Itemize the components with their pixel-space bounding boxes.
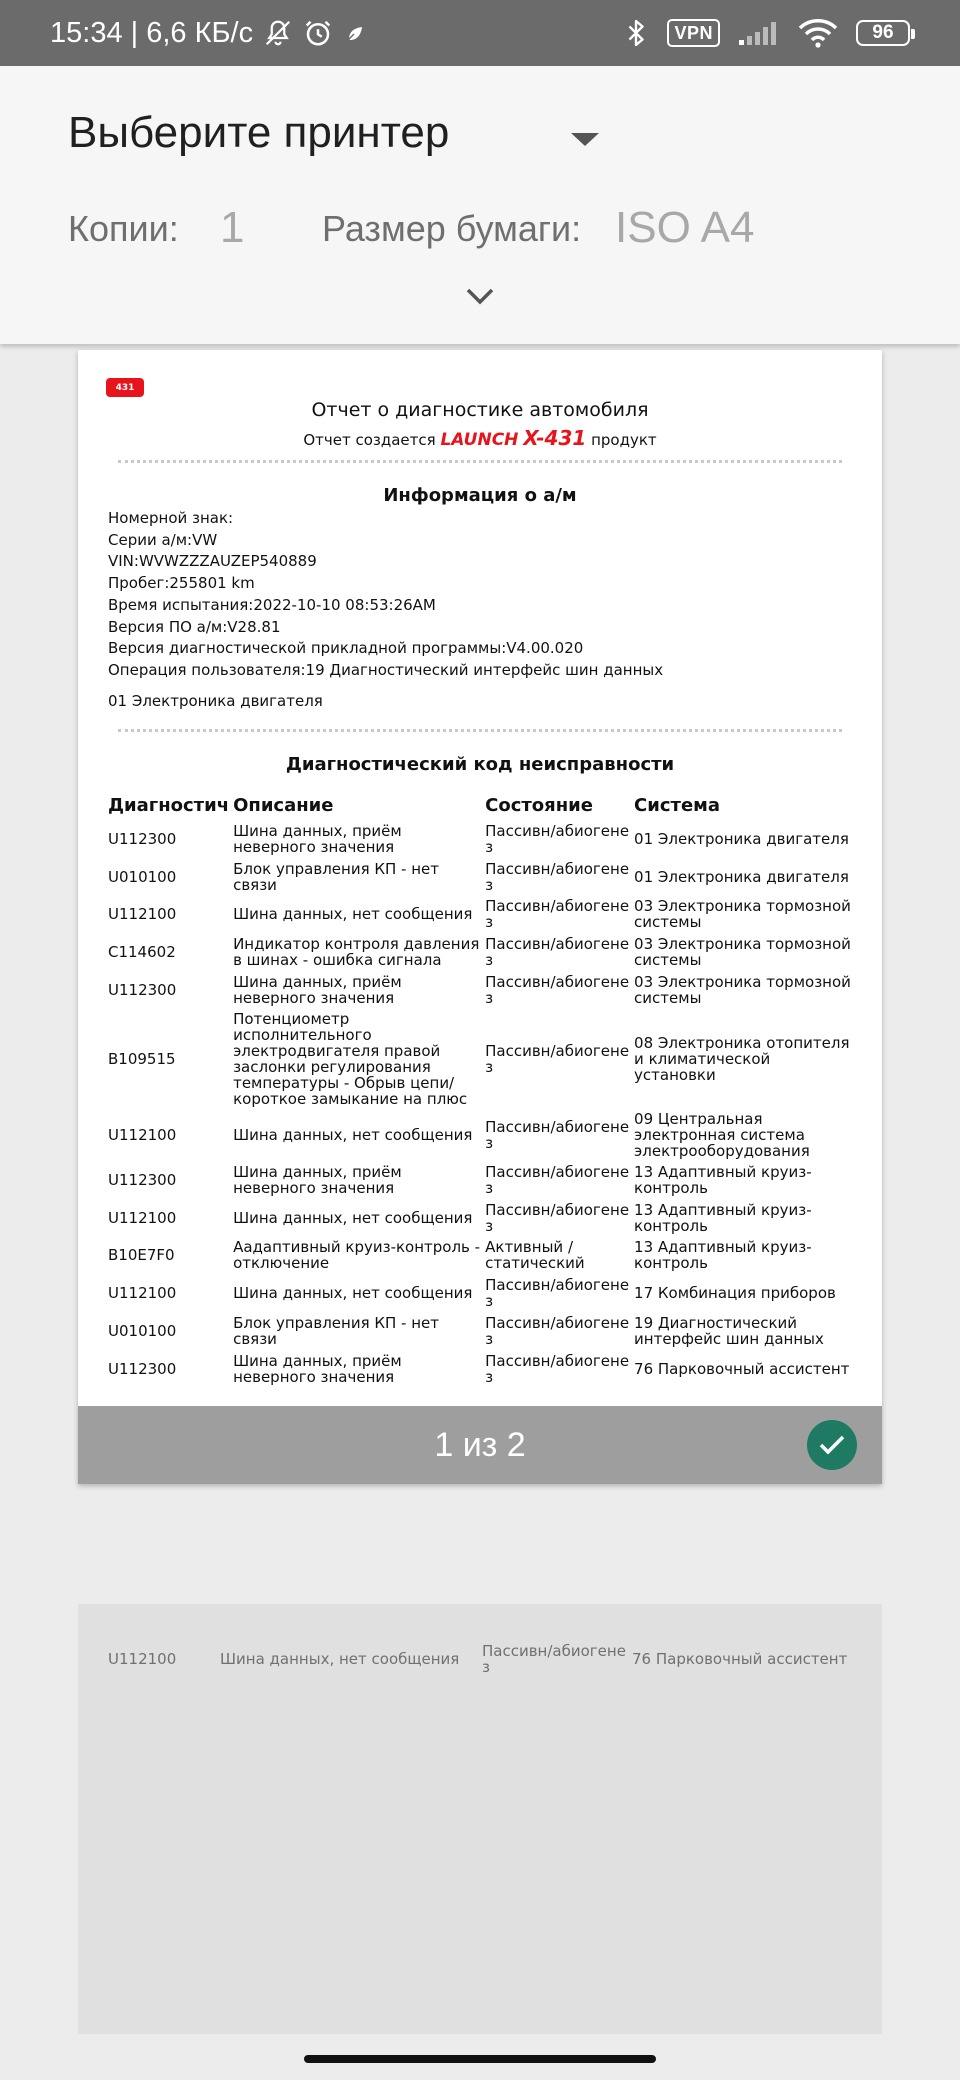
dtc-system: 01 Электроника двигателя: [634, 829, 849, 848]
dtc-description: Потенциометр исполнительного электродвигателя правой заслонки регулирования температуры - Обрыв цепи/короткое замыкание на плюс: [233, 1009, 468, 1108]
dtc-table: [106, 1640, 856, 1678]
dtc-system: 01 Электроника двигателя: [634, 867, 849, 886]
table-row: [106, 1109, 856, 1161]
paper-size-value[interactable]: ISO A4: [615, 203, 755, 252]
status-bar: [0, 0, 960, 66]
printer-select-title: Выберите принтер: [68, 108, 450, 157]
gesture-navigation-handle[interactable]: [304, 2055, 656, 2063]
table-row: [106, 1009, 856, 1109]
dtc-state: Пассивн/абиогене з: [485, 897, 630, 932]
dtc-code: U112300: [108, 1170, 177, 1189]
report-subtitle: [78, 426, 882, 450]
printer-dropdown[interactable]: [68, 108, 449, 158]
dtc-description: Шина данных, приём неверного значения: [233, 1162, 402, 1197]
page-selected-toggle[interactable]: [807, 1420, 857, 1470]
dtc-state: Пассивн/абиогене з: [485, 1162, 630, 1197]
info-line: Версия диагностической прикладной программы:V4.00.020: [108, 639, 584, 658]
dtc-state: Пассивн/абиогене з: [485, 973, 630, 1008]
dtc-state: Пассивн/абиогене з: [485, 1117, 630, 1152]
dtc-code: U112100: [108, 1649, 177, 1668]
dtc-state: Пассивн/абиогене з: [485, 1314, 630, 1349]
column-header-description: Описание: [233, 795, 334, 816]
notifications-off-icon: [263, 18, 293, 48]
dtc-system: 13 Адаптивный круиз-контроль: [634, 1238, 812, 1273]
dtc-code: U112100: [108, 1125, 177, 1144]
subtitle-suffix: продукт: [591, 431, 657, 449]
table-row: [106, 1199, 856, 1237]
dtc-state: Пассивн/абиогене з: [485, 859, 630, 894]
table-row: [106, 820, 856, 858]
launch-logo-badge: 431: [106, 378, 144, 397]
info-line: Версия ПО а/м:V28.81: [108, 617, 281, 636]
column-header-system: Система: [634, 795, 721, 816]
chevron-down-icon[interactable]: [464, 284, 496, 308]
table-row: [106, 1274, 856, 1312]
dtc-description: Блок управления КП - нет связи: [233, 1314, 440, 1349]
info-line: VIN:WVWZZZAUZEP540889: [108, 552, 317, 571]
dtc-code: U112300: [108, 829, 177, 848]
dtc-system: 09 Центральная электронная система электрооборудования: [634, 1109, 810, 1160]
table-row: [106, 1237, 856, 1275]
divider: [118, 460, 842, 463]
table-row: [106, 1312, 856, 1350]
info-line: Серии а/м:VW: [108, 530, 218, 549]
battery-level: 96: [872, 22, 894, 43]
check-icon: [818, 1434, 846, 1456]
copies-label: Копии:: [68, 208, 179, 249]
dtc-system: 19 Диагностический интерфейс шин данных: [634, 1314, 824, 1349]
dtc-state: Активный /статический: [485, 1238, 585, 1273]
dtc-state: Пассивн/абиогене з: [485, 1276, 630, 1311]
dtc-state: Пассивн/абиогене з: [485, 935, 630, 970]
dtc-state: Пассивн/абиогене з: [485, 1351, 630, 1386]
print-preview-page-2[interactable]: [78, 1604, 882, 2034]
dropdown-caret-icon: [571, 133, 599, 146]
dtc-system: 13 Адаптивный круиз-контроль: [634, 1200, 812, 1235]
column-header-state: Состояние: [485, 795, 593, 816]
copies-value[interactable]: 1: [220, 203, 245, 252]
dtc-code: U112100: [108, 905, 177, 924]
dtc-description: Шина данных, приём неверного значения: [233, 973, 402, 1008]
dtc-code: B10E7F0: [108, 1246, 175, 1265]
status-bar-left: [50, 0, 367, 66]
dtc-code: U112300: [108, 1359, 177, 1378]
table-row: [106, 933, 856, 971]
dtc-code: U112100: [108, 1284, 177, 1303]
brand-x431: X-431: [523, 426, 587, 450]
bluetooth-icon: [623, 17, 649, 49]
dtc-system: 13 Адаптивный круиз-контроль: [634, 1162, 812, 1197]
dtc-system: 08 Электроника отопителя и климатической установки: [634, 1033, 850, 1084]
dtc-code: U010100: [108, 867, 177, 886]
dtc-system: 17 Комбинация приборов: [634, 1284, 836, 1303]
dtc-description: Шина данных, нет сообщения: [220, 1649, 460, 1668]
signal-icon: [738, 20, 780, 46]
status-bar-right: [623, 0, 910, 66]
print-options-header: [0, 66, 960, 344]
dtc-system: 76 Парковочный ассистент: [632, 1649, 848, 1668]
vpn-badge: VPN: [667, 19, 720, 47]
dtc-state: Пассивн/абиогене з: [485, 1041, 630, 1076]
table-row: [106, 896, 856, 934]
column-header-code: Диагностич: [108, 795, 230, 816]
status-time-speed: 15:34 | 6,6 КБ/с: [50, 16, 254, 49]
dtc-description: Блок управления КП - нет связи: [233, 859, 440, 894]
divider: [118, 729, 842, 732]
alarm-icon: [303, 18, 333, 48]
dtc-description: Шина данных, приём неверного значения: [233, 1351, 402, 1386]
dtc-code: U010100: [108, 1322, 177, 1341]
vehicle-info-heading: Информация о а/м: [383, 485, 577, 506]
dtc-state: Пассивн/абиогене з: [485, 1200, 630, 1235]
dtc-description: Индикатор контроля давления в шинах - ошибка сигнала: [233, 935, 480, 970]
dtc-system: 76 Парковочный ассистент: [634, 1359, 850, 1378]
dtc-state: Пассивн/абиогене з: [482, 1641, 626, 1676]
dtc-description: Шина данных, приём неверного значения: [233, 821, 402, 856]
battery-icon: [856, 20, 910, 46]
dtc-table-header: [106, 798, 856, 820]
dtc-code: U112300: [108, 981, 177, 1000]
dtc-description: Шина данных, нет сообщения: [233, 905, 473, 924]
brand-launch: LAUNCH: [440, 430, 519, 450]
subtitle-prefix: Отчет создается: [303, 431, 436, 449]
dtc-state: Пассивн/абиогене з: [485, 821, 630, 856]
dtc-code: C114602: [108, 943, 176, 962]
dtc-system: 03 Электроника тормозной системы: [634, 935, 851, 970]
info-line: Операция пользователя:19 Диагностический интерфейс шин данных: [108, 660, 664, 679]
dtc-description: Шина данных, нет сообщения: [233, 1208, 473, 1227]
dtc-code: B109515: [108, 1049, 176, 1068]
leaf-icon: [343, 21, 367, 45]
dtc-description: Шина данных, нет сообщения: [233, 1125, 473, 1144]
wifi-icon: [798, 18, 838, 48]
table-row: [106, 971, 856, 1009]
dtc-system: 03 Электроника тормозной системы: [634, 897, 851, 932]
dtc-code: U112100: [108, 1208, 177, 1227]
dtc-system: 03 Электроника тормозной системы: [634, 973, 851, 1008]
info-line: Номерной знак:: [108, 509, 234, 527]
dtc-table: [106, 795, 856, 1388]
dtc-description: Шина данных, нет сообщения: [233, 1284, 473, 1303]
paper-size-label: Размер бумаги:: [322, 208, 582, 249]
info-line: Пробег:255801 km: [108, 574, 255, 593]
page-indicator: 1 из 2: [434, 1425, 526, 1464]
table-row: [106, 858, 856, 896]
tested-system: 01 Электроника двигателя: [108, 692, 323, 710]
table-row: [106, 1161, 856, 1199]
table-row: [106, 1350, 856, 1388]
report-title: Отчет о диагностике автомобиля: [311, 399, 649, 421]
table-row: [106, 1640, 856, 1678]
info-line: Время испытания:2022-10-10 08:53:26AM: [108, 595, 436, 614]
page-footer: [78, 1406, 882, 1484]
dtc-heading: Диагностический код неисправности: [285, 754, 675, 775]
vehicle-info: [108, 508, 663, 682]
print-preview-page-1[interactable]: [78, 350, 882, 1484]
dtc-description: Аадаптивный круиз-контроль - отключение: [233, 1238, 481, 1273]
